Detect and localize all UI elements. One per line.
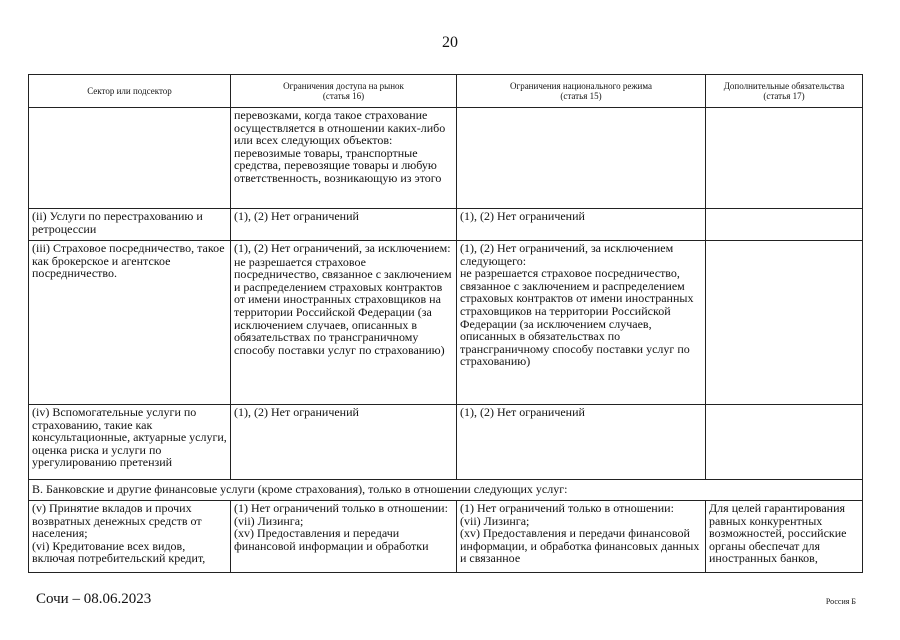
table-row — [29, 108, 863, 209]
table-row — [29, 405, 863, 480]
cell-market-access — [231, 501, 457, 573]
cell-market-access: (1), (2) Нет ограничений — [231, 405, 457, 480]
footer-label: Россия Б — [825, 597, 856, 606]
cell-sector: (iv) Вспомогательные услуги по страхованию, такие как консультационные, актуарные услуги, оценка риска и услуги по урегулированию претензий — [29, 405, 231, 480]
cell-national-treatment — [457, 241, 706, 405]
table-row — [29, 241, 863, 405]
market-access-item-xv: (xv) Предоставления и передачи финансовой информации и обработки — [234, 526, 429, 553]
sector-item-v: (v) Принятие вкладов и прочих возвратных денежных средств от населения; — [32, 502, 202, 541]
cell-sector — [29, 108, 231, 209]
cell-national-treatment: (1), (2) Нет ограничений — [457, 405, 706, 480]
cell-national-treatment — [457, 108, 706, 209]
section-row — [29, 480, 863, 501]
sector-item-vi: (vi) Кредитование всех видов, включая потребительский кредит, — [32, 538, 206, 566]
cell-additional — [706, 209, 863, 241]
page-number: 20 — [442, 34, 458, 51]
table-row — [29, 501, 863, 573]
column-header-national-treatment: Ограничения национального режима (статья 15) — [457, 75, 706, 108]
cell-additional — [706, 501, 863, 573]
market-access-exception: не разрешается страховое посредничество, связанное с заключением и распределением страховых контрактов от имени иностранных страховщиков на территории Российской Федерации (за исключением случаев, описанных в обязательствах по трансграничному способу поставки услуг по страхованию) — [234, 254, 452, 357]
cell-sector — [29, 501, 231, 573]
additional-commitment-text: Для целей гарантирования равных конкурентных возможностей, российские органы обеспечат для иностранных банков, — [709, 502, 847, 566]
market-access-intro: (1), (2) Нет ограничений, за исключением: — [234, 241, 451, 255]
cell-national-treatment — [457, 501, 706, 573]
national-treatment-intro: (1), (2) Нет ограничений, за исключением следующего: — [460, 241, 674, 268]
market-access-item-vii: (vii) Лизинга; — [234, 513, 304, 528]
cell-market-access: (1), (2) Нет ограничений — [231, 209, 457, 241]
national-treatment-item-xv: (xv) Предоставления и передачи финансовой информации, и обработка финансовых данных и связанное — [460, 526, 700, 566]
footer-date: Сочи – 08.06.2023 — [36, 591, 152, 607]
cell-sector: (ii) Услуги по перестрахованию и ретроцессии — [29, 209, 231, 241]
national-treatment-item-vii: (vii) Лизинга; — [460, 513, 530, 528]
market-access-intro: (1) Нет ограничений только в отношении: — [234, 502, 448, 515]
national-treatment-intro: (1) Нет ограничений только в отношении: — [460, 502, 674, 515]
table-header-row — [29, 75, 863, 108]
table-row — [29, 209, 863, 241]
column-header-sector: Сектор или подсектор — [29, 75, 231, 108]
cell-sector: (iii) Страховое посредничество, такое как брокерское и агентское посредничество. — [29, 241, 231, 405]
section-b-heading: B. Банковские и другие финансовые услуги (кроме страхования), только в отношении следующих услуг: — [29, 480, 863, 501]
national-treatment-exception: не разрешается страховое посредничество, связанное с заключением и распределением страховых контрактов от имени иностранных страховщиков на территории Российской Федерации (за исключением случаев, описанных в обязательствах по трансграничному способу поставки услуг по страхованию) — [460, 266, 694, 369]
cell-additional — [706, 241, 863, 405]
cell-additional — [706, 108, 863, 209]
cell-market-access — [231, 241, 457, 405]
cell-national-treatment: (1), (2) Нет ограничений — [457, 209, 706, 241]
column-header-market-access: Ограничения доступа на рынок (статья 16) — [231, 75, 457, 108]
cell-additional — [706, 405, 863, 480]
column-header-additional: Дополнительные обязательства (статья 17) — [706, 75, 863, 108]
commitments-table — [28, 74, 863, 573]
cell-market-access: перевозками, когда такое страхование осуществляется в отношении каких-либо или всех следующих объектов: перевозимые товары, транспортные средства, перевозящие товары и любую ответственность, возникающую из этого — [231, 108, 457, 209]
